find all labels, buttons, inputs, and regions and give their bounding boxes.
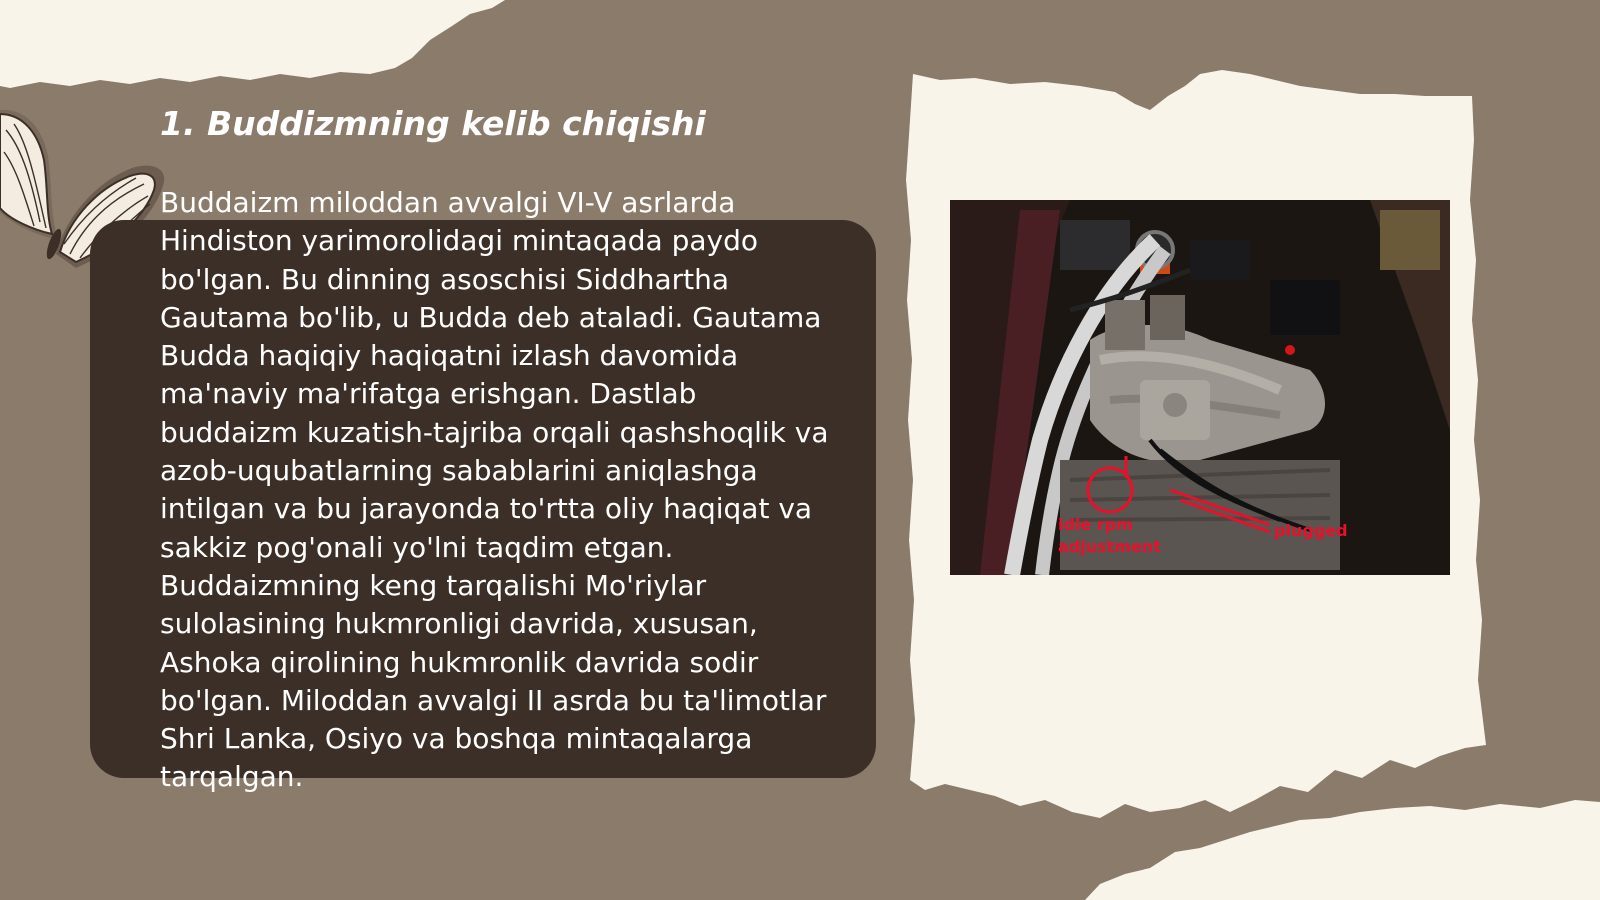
annotation-adjustment: adjustment [1058, 537, 1161, 556]
torn-paper-top-left [0, 0, 505, 88]
annotation-idle: idle rpm [1058, 515, 1133, 534]
slide-title: 1. Buddizmning kelib chiqishi [160, 104, 706, 143]
body-paragraph: Buddaizm miloddan avvalgi VI-V asrlarda Hindiston yarimorolidagi mintaqada paydo bo'lgan. Bu dinning asoschisi Siddhartha Gautama bo'lib, u Budda deb ataladi. Gautama Budda haqiqiy haqiqatni izlash davomida ma'naviy ma'rifatga erishgan. Dastlab buddaizm kuzatish-tajriba orqali qashshoqlik va azob-uqubatlarning sabablarini aniqlashga intilgan va bu jarayonda to'rtta oliy haqiqat va sakkiz pog'onali yo'lni taqdim etgan. Buddaizmning keng tarqalishi Mo'riylar sulolasining hukmronligi davrida, xususan, Ashoka qirolining hukmronlik davrida sodir bo'lgan. Miloddan avvalgi II asrda bu ta'limotlar Shri Lanka, Osiyo va boshqa mintaqalarga tarqalgan. [160, 186, 829, 794]
torn-paper-bottom-right [1085, 800, 1600, 900]
engine-photo [950, 200, 1450, 575]
annotation-plugged: plugged [1274, 521, 1348, 540]
